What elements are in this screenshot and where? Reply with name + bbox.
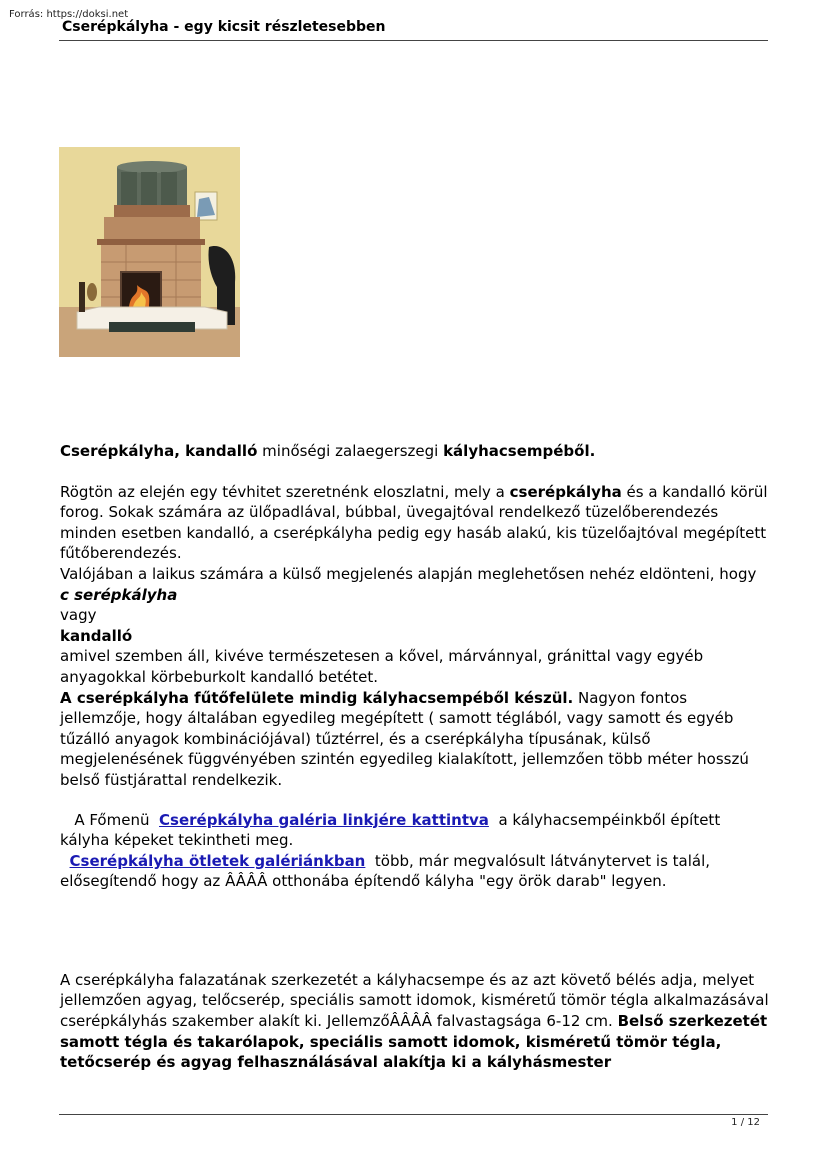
paragraph-intro-title [60,441,770,462]
text: A cserépkályha falazatának szerkezetét a kályhacsempe és az azt követő bélés adja, melyet jellemzően agyag, telőcserép, speciális samott idomok, kisméretű tömör tégla alkalmazásával cserépkályhás szakember alakít ki. JellemzőÂÂÂÂ falvastagsága 6-12 cm. [60,970,769,1031]
header-divider [59,40,768,41]
bold-text: cserépkályha [509,482,622,501]
paragraph-misconception [60,482,770,564]
bold-text: Belső szerkezetét samott tégla és takarólapok, speciális samott idomok, kisméretű tömör tégla, tetőcserép és agyag felhasználásával alakítja ki a kályhásmester [60,1012,768,1072]
page-title: Cserépkályha - egy kicsit részletesebben [62,19,386,35]
footer-divider [59,1114,768,1115]
text: amivel szemben áll, kivéve természetesen a kővel, márvánnyal, gránittal vagy egyéb anyagokkal körbeburkolt kandalló betétet. [60,647,704,686]
gallery-link[interactable]: Cserépkályha galéria linkjére kattintva [159,810,489,829]
article-body [60,441,770,1073]
text: a kályhacsempéinkből épített kályha képeket tekintheti meg. [60,810,725,850]
bold-text: kandalló [60,626,133,645]
bold-text: kályhacsempéből. [443,442,596,460]
text [60,852,70,870]
text: több, már megvalósult látványtervet is talál, elősegítendő hogy az ÂÂÂÂ otthonába építendő kályha "egy örök darab" legyen. [60,851,715,891]
bold-text: Cserépkályha, kandalló [60,442,258,460]
text: vagy [60,606,97,625]
text: Valójában a laikus számára a külső megjelenés alapján meglehetősen nehéz eldönteni, hogy [60,564,757,583]
ideas-gallery-link[interactable]: Cserépkályha ötletek galériánkban [69,851,366,870]
paragraph-appearance [60,564,770,688]
paragraph-gallery [60,810,770,892]
bold-italic-text: c serépkályha [60,585,178,604]
tiled-stove-photo [59,147,240,357]
paragraph-heating-surface [60,688,770,791]
text: és a kandalló körül forog. Sokak számára az ülőpadlával, búbbal, üvegajtóval rendelkező tüzelőberendezés minden esetben kandalló, a cserépkályha pedig egy hasáb alakú, kis tüzelőajtóval megépített fűtőberendezés. [60,482,768,563]
text: A Főmenü [60,810,160,829]
text: Rögtön az elején egy tévhitet szeretnénk eloszlatni, mely a [60,482,510,501]
text: Nagyon fontos jellemzője, hogy általában egyedileg megépített ( samott téglából, vagy samott és egyéb tűzálló anyagok kombinációjával) tűztérrel, és a cserépkályha típusának, külső megjelenésének függvényében szintén egyedileg kialakított, jellemzően több méter hosszú belső füstjárattal rendelkezik. [60,688,749,789]
source-line: Forrás: https://doksi.net [9,9,129,20]
text: minőségi zalaegerszegi [257,442,444,460]
paragraph-structure [60,970,770,1073]
page-number: 1 / 12 [731,1117,760,1128]
bold-text: A cserépkályha fűtőfelülete mindig kályhacsempéből készül. [60,688,574,707]
